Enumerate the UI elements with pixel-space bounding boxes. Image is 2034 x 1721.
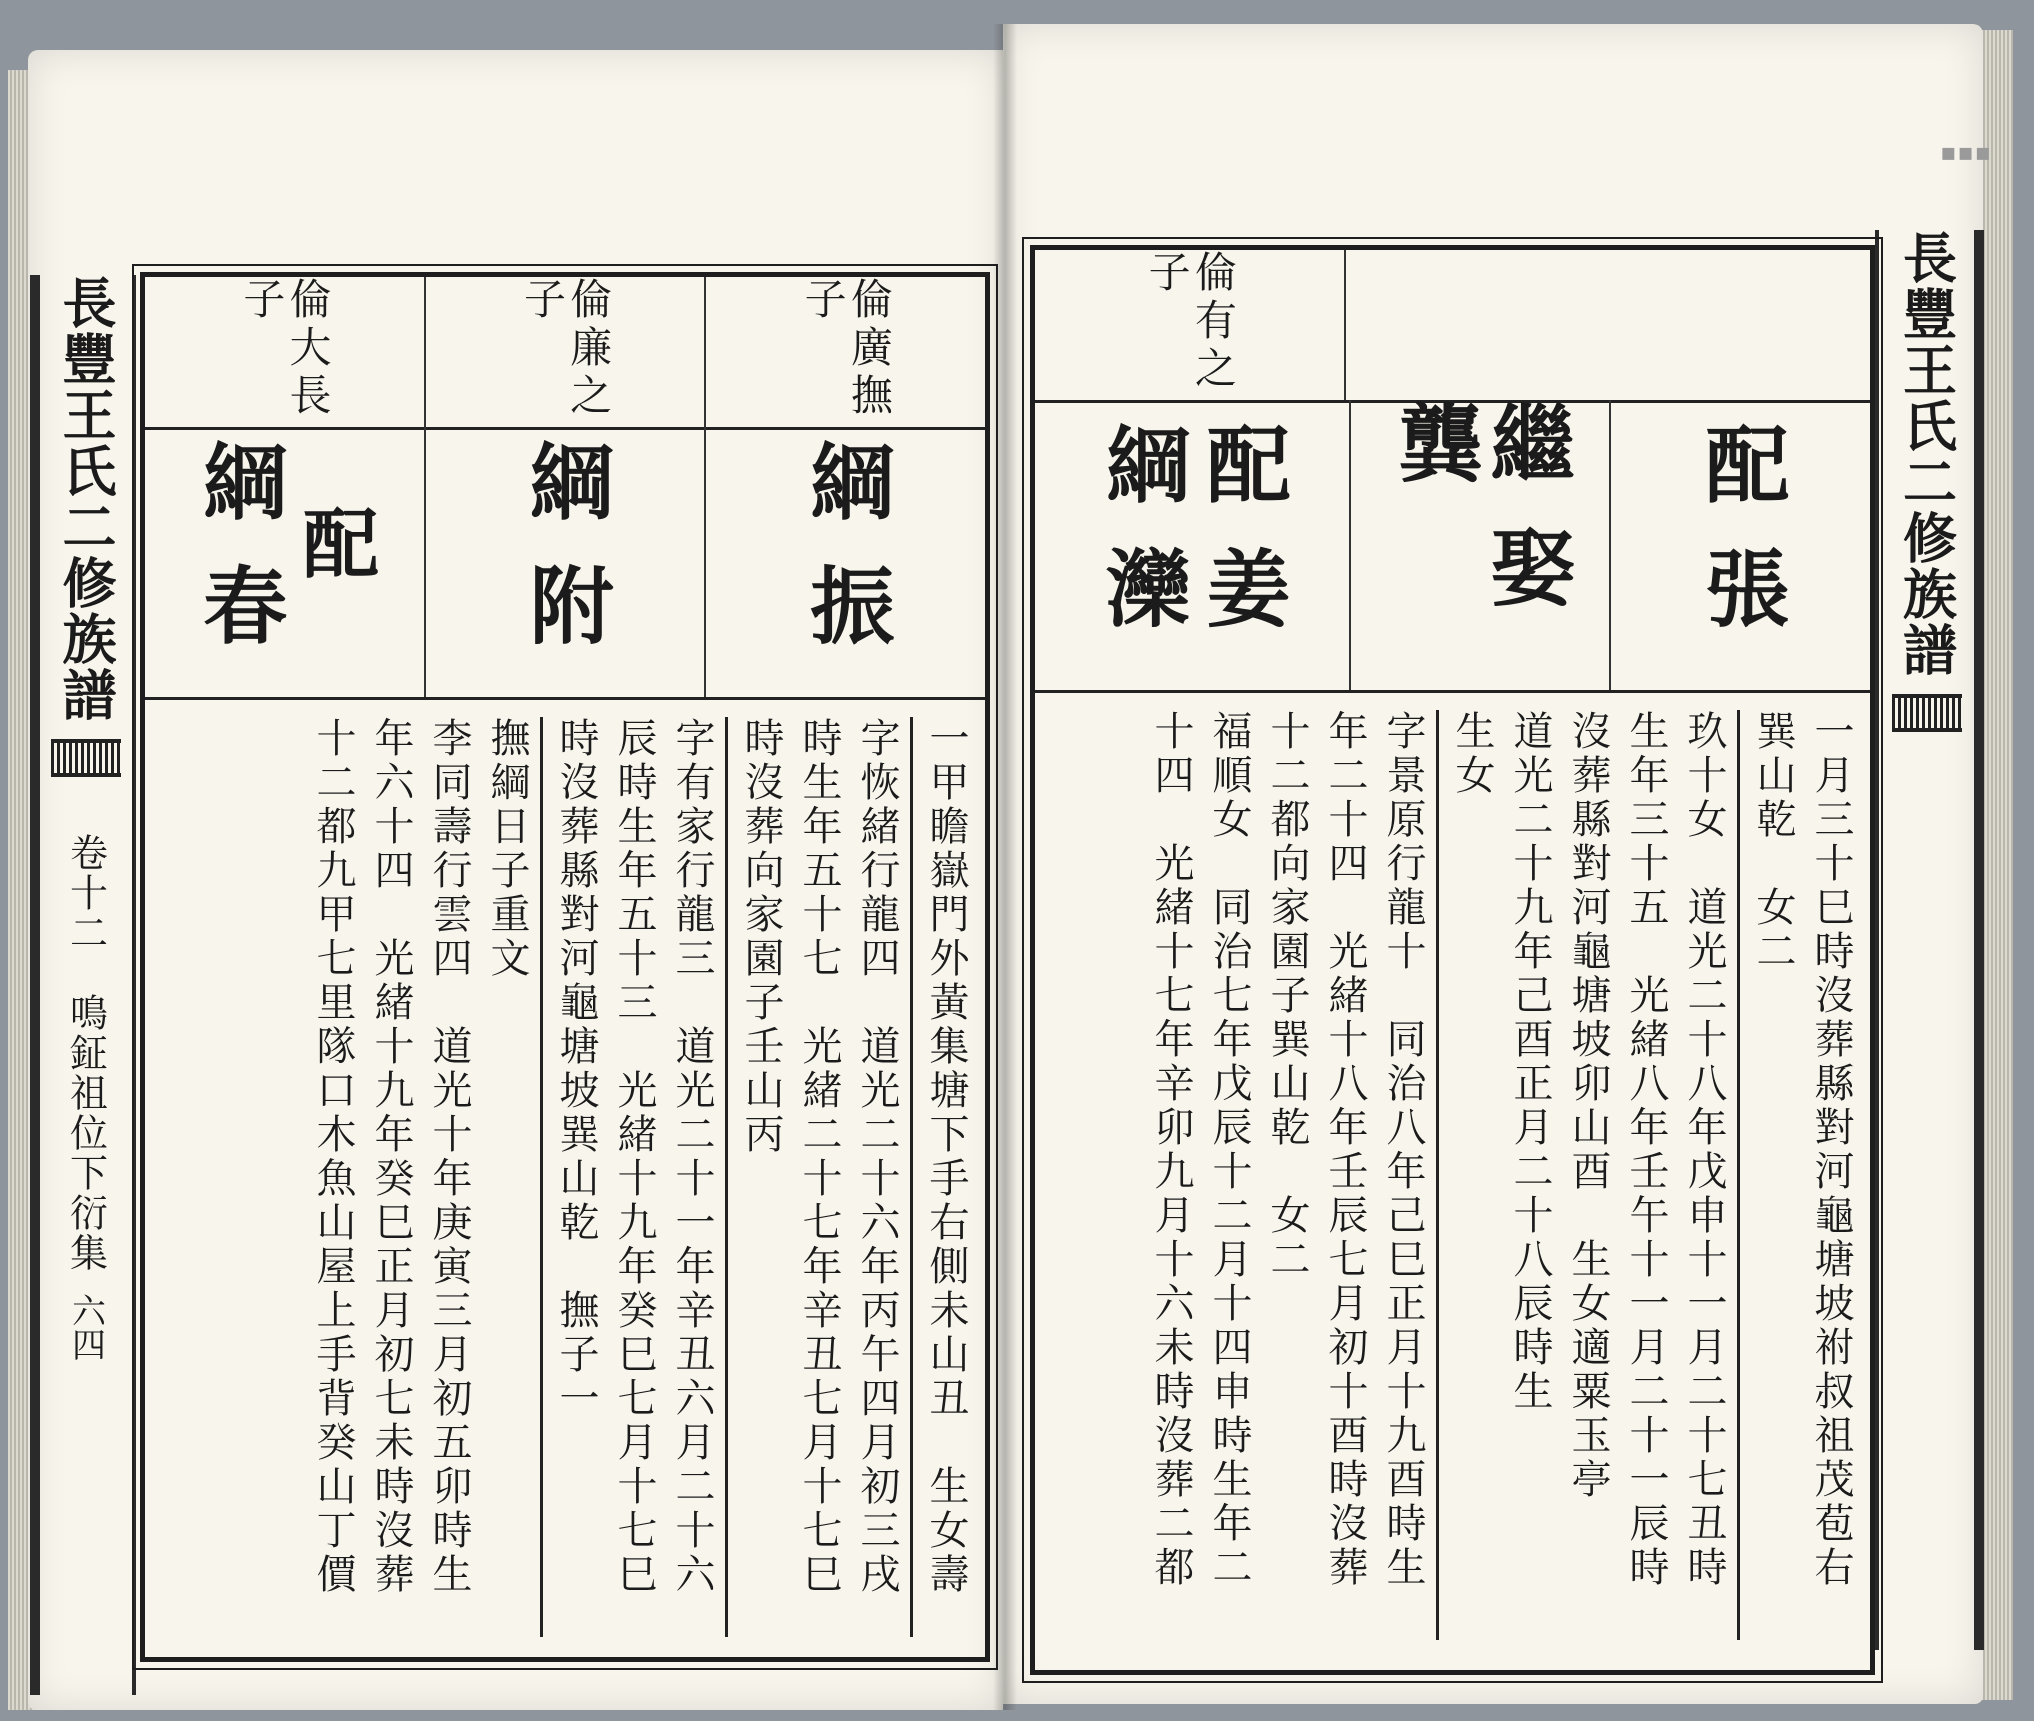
name-cell [1035, 400, 1348, 690]
bio-line: 道光二十九年己酉正月二十八辰時生 [1507, 710, 1553, 1414]
name-cell [1609, 400, 1870, 690]
genealogy-frame-right [1030, 245, 1875, 1675]
bio-line: 十二都向家園子巽山乾 女二 [1264, 710, 1310, 1282]
bio-line: 福順女 同治七年戊辰十二月十四申時生年二 [1206, 710, 1252, 1590]
header-cell-faded [1344, 250, 1870, 400]
fish-tail-mark-right [1892, 694, 1962, 732]
column-divider [1737, 710, 1740, 1640]
spine-strip-right [1875, 230, 1984, 1650]
biography-columns [308, 717, 971, 1637]
name-text: 綱附 [516, 438, 616, 686]
genealogy-frame-left [140, 272, 990, 1662]
name-text: 綱灤 [1092, 421, 1192, 669]
spine-title-left: 長豐王氏二修族譜 [54, 275, 118, 723]
bio-line: 玖十女 道光二十八年戊申十一月二十七丑時 [1681, 710, 1727, 1590]
header-cell [1035, 250, 1344, 400]
bio-line: 十四 光緒十七年辛卯九月十六未時沒葬二都 [1148, 710, 1194, 1590]
bio-line: 年六十四 光緒十九年癸巳正月初七未時沒葬 [368, 717, 414, 1597]
header-cell [424, 277, 705, 427]
header-text: 倫廣撫子 [798, 277, 894, 421]
bio-line: 字恢緒行龍四 道光二十六年丙午四月初三戌 [854, 717, 900, 1597]
page-number: 六四 [65, 1293, 106, 1361]
header-text: 倫廉之子 [517, 277, 614, 421]
bio-line: 沒葬縣對河龜塘坡卯山酉 生女適粟玉亭 [1565, 710, 1611, 1502]
header-row [145, 277, 985, 430]
bio-line: 生女 [1449, 710, 1495, 798]
column-divider [540, 717, 543, 1637]
column-divider [1436, 710, 1439, 1640]
bio-line: 一月三十巳時沒葬縣對河龜塘坡祔叔祖茂苞右 [1808, 710, 1854, 1590]
column-divider [910, 717, 913, 1637]
header-text: 倫有之子 [1142, 250, 1238, 394]
bio-line: 時生年五十七 光緒二十七年辛丑七月十七巳 [796, 717, 842, 1597]
bio-line: 生年三十五 光緒八年壬午十一月二十一辰時 [1623, 710, 1669, 1590]
name-text: 配姜 [1193, 421, 1293, 669]
name-cell [145, 427, 424, 697]
bio-line: 年二十四 光緒十八年壬辰七月初十酉時沒葬 [1322, 710, 1368, 1590]
bio-line: 辰時生年五十三 光緒十九年癸巳七月十七巳 [611, 717, 657, 1597]
biography-columns [1146, 710, 1856, 1640]
bio-line: 巽山乾 女二 [1750, 710, 1796, 974]
header-cell [145, 277, 424, 427]
name-cell [1349, 400, 1610, 690]
bio-line: 一甲瞻嶽門外黃集塘下手右側未山丑 生女壽 [923, 717, 969, 1597]
spine-strip-left [30, 275, 136, 1695]
header-row [1035, 250, 1870, 403]
volume-label: 卷十二 [63, 833, 108, 953]
bio-line: 時沒葬向家園子壬山丙 [738, 717, 784, 1157]
bio-line: 時沒葬縣對河龜塘坡巽山乾 撫子一 [553, 717, 599, 1421]
fish-tail-mark [51, 739, 121, 777]
names-row [145, 427, 985, 700]
name-text: 配張 [1691, 421, 1791, 669]
name-text: 繼娶龔 [1384, 400, 1577, 648]
bio-line: 字有家行龍三 道光二十一年辛丑六月二十六 [669, 717, 715, 1597]
bio-line: 李同壽行雲四 道光十年庚寅三月初五卯時生 [426, 717, 472, 1597]
names-row [1035, 400, 1870, 693]
book-gutter [993, 24, 1017, 1710]
name-text: 綱春 [189, 438, 289, 686]
column-divider [725, 717, 728, 1637]
header-text: 倫大長子 [237, 277, 333, 421]
bio-line: 字景原行龍十 同治八年己巳正月十九酉時生 [1380, 710, 1426, 1590]
spouse-label: 配 [290, 504, 380, 620]
header-cell [704, 277, 985, 427]
name-text: 綱振 [796, 438, 896, 686]
branch-label: 鳴鉦祖位下衍集 [63, 993, 108, 1273]
name-cell [704, 427, 985, 697]
faint-stamp: ▪▪▪ [1940, 138, 1992, 166]
bio-line: 撫綱日子重文 [484, 717, 530, 981]
name-cell [424, 427, 705, 697]
bio-line: 十二都九甲七里隊口木魚山屋上手背癸山丁價 [310, 717, 356, 1597]
spine-title-right: 長豐王氏二修族譜 [1894, 230, 1959, 678]
